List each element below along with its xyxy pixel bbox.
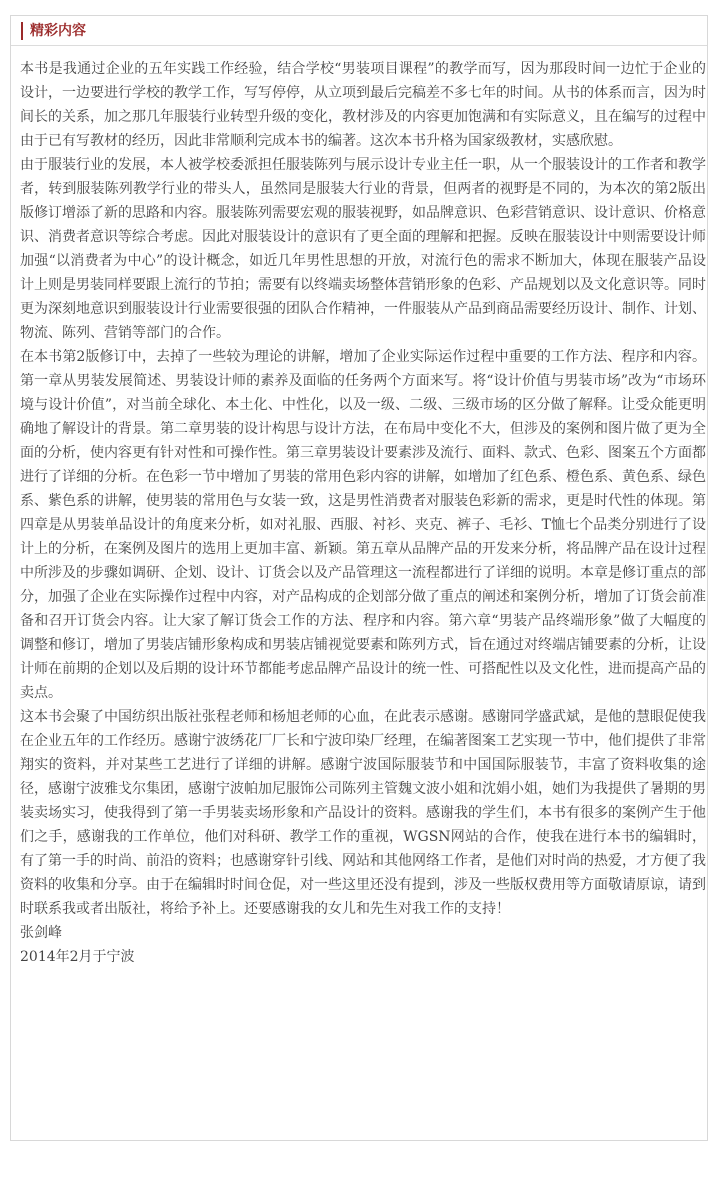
paragraph-intro: 本书是我通过企业的五年实践工作经验，结合学校“男装项目课程”的教学而写，因为那段时间一边忙于企业的设计，一边要进行学校的教学工作，写写停停，从立项到最后完稿差不多七年的时间。从书的体系而言，因为时间长的关系，加之那几年服装行业转型升级的变化，教材涉及的内容更加饱满和有实际意义，且在编写的过程中由于已有写教材的经历，因此非常顺利完成本书的编著。这次本书升格为国家级教材，实感欣慰。 [20,61,706,149]
paragraph-revision-background: 由于服装行业的发展，本人被学校委派担任服装陈列与展示设计专业主任一职，从一个服装设计的工作者和教学者，转到服装陈列教学行业的带头人，虽然同是服装大行业的背景，但两者的视野是不同的，为本次的第2版出版修订增添了新的思路和内容。服装陈列需要宏观的服装视野，如品牌意识、色彩营销意识、设计意识、价格意识、消费者意识等综合考虑。因此对服装设计的意识有了更全面的理解和把握。反映在服装设计中则需要设计师加强“以消费者为中心”的设计概念，如近几年男性思想的开放，对流行色的需求不断加大，体现在服装产品设计上则是男装同样要跟上流行的节拍；需要有以终端卖场整体营销形象的色彩、产品规划以及文化意识等。同时更为深刻地意识到服装设计行业需要很强的团队合作精神，一件服装从产品到商品需要经历设计、制作、计划、物流、陈列、营销等部门的合作。 [20,157,706,341]
date-place-line: 2014年2月于宁波 [20,949,135,965]
article-body [20,57,706,969]
author-signature: 张剑峰 [20,925,62,941]
paragraph-chapter-changes: 在本书第2版修订中，去掉了一些较为理论的讲解，增加了企业实际运作过程中重要的工作方法、程序和内容。第一章从男装发展简述、男装设计师的素养及面临的任务两个方面来写。将“设计价值与男装市场”改为“市场环境与设计价值”，对当前全球化、本土化、中性化，以及一级、二级、三级市场的区分做了解释。让受众能更明确地了解设计的背景。第二章男装的设计构思与设计方法，在布局中变化不大，但涉及的案例和图片做了更为全面的分析，使内容更有针对性和可操作性。第三章男装设计要素涉及流行、面料、款式、色彩、图案五个方面都进行了详细的分析。在色彩一节中增加了男装的常用色彩内容的讲解，如增加了红色系、橙色系、黄色系、绿色系、紫色系的讲解，使男装的常用色与女装一致，这是男性消费者对服装色彩新的需求，更是时代性的体现。第四章是从男装单品设计的角度来分析，如对礼服、西服、衬衫、夹克、裤子、毛衫、T恤七个品类分别进行了设计上的分析，在案例及图片的选用上更加丰富、新颖。第五章从品牌产品的开发来分析，将品牌产品在设计过程中所涉及的步骤如调研、企划、设计、订货会以及产品管理这一流程都进行了详细的说明。本章是修订重点的部分，加强了企业在实际操作过程中内容，对产品构成的企划部分做了重点的阐述和案例分析，增加了订货会前准备和召开订货会内容。让大家了解订货会工作的方法、程序和内容。第六章“男装产品终端形象”做了大幅度的调整和修订，增加了男装店铺形象构成和男装店铺视觉要素和陈列方式，旨在通过对终端店铺要素的分析，让设计师在前期的企划以及后期的设计环节都能考虑品牌产品设计的统一性、可搭配性以及文化性，进而提高产品的卖点。 [20,349,706,701]
content-panel [10,15,708,1141]
section-title: 精彩内容 [21,22,86,40]
paragraph-acknowledgements: 这本书会聚了中国纺织出版社张程老师和杨旭老师的心血，在此表示感谢。感谢同学盛武斌，是他的慧眼促使我在企业五年的工作经历。感谢宁波绣花厂厂长和宁波印染厂经理，在编著图案工艺实现一节中，他们提供了非常翔实的资料，并对某些工艺进行了详细的讲解。感谢宁波国际服装节和中国国际服装节，丰富了资料收集的途径，感谢宁波雅戈尔集团，感谢宁波帕加尼服饰公司陈列主管魏文波小姐和沈娟小姐，她们为我提供了暑期的男装卖场实习，使我得到了第一手男装卖场形象和产品设计的资料。感谢我的学生们，本书有很多的案例产生于他们之手，感谢我的工作单位，他们对科研、教学工作的重视，WGSN网站的合作，使我在进行本书的编辑时，有了第一手的时尚、前沿的资料；也感谢穿针引线、网站和其他网络工作者，是他们对时尚的热爱，才方便了我资料的收集和分享。由于在编辑时时间仓促，对一些这里还没有提到，涉及一些版权费用等方面敬请原谅，请到时联系我或者出版社，将给予补上。还要感谢我的女儿和先生对我工作的支持！ [20,709,706,917]
panel-header [11,16,707,46]
